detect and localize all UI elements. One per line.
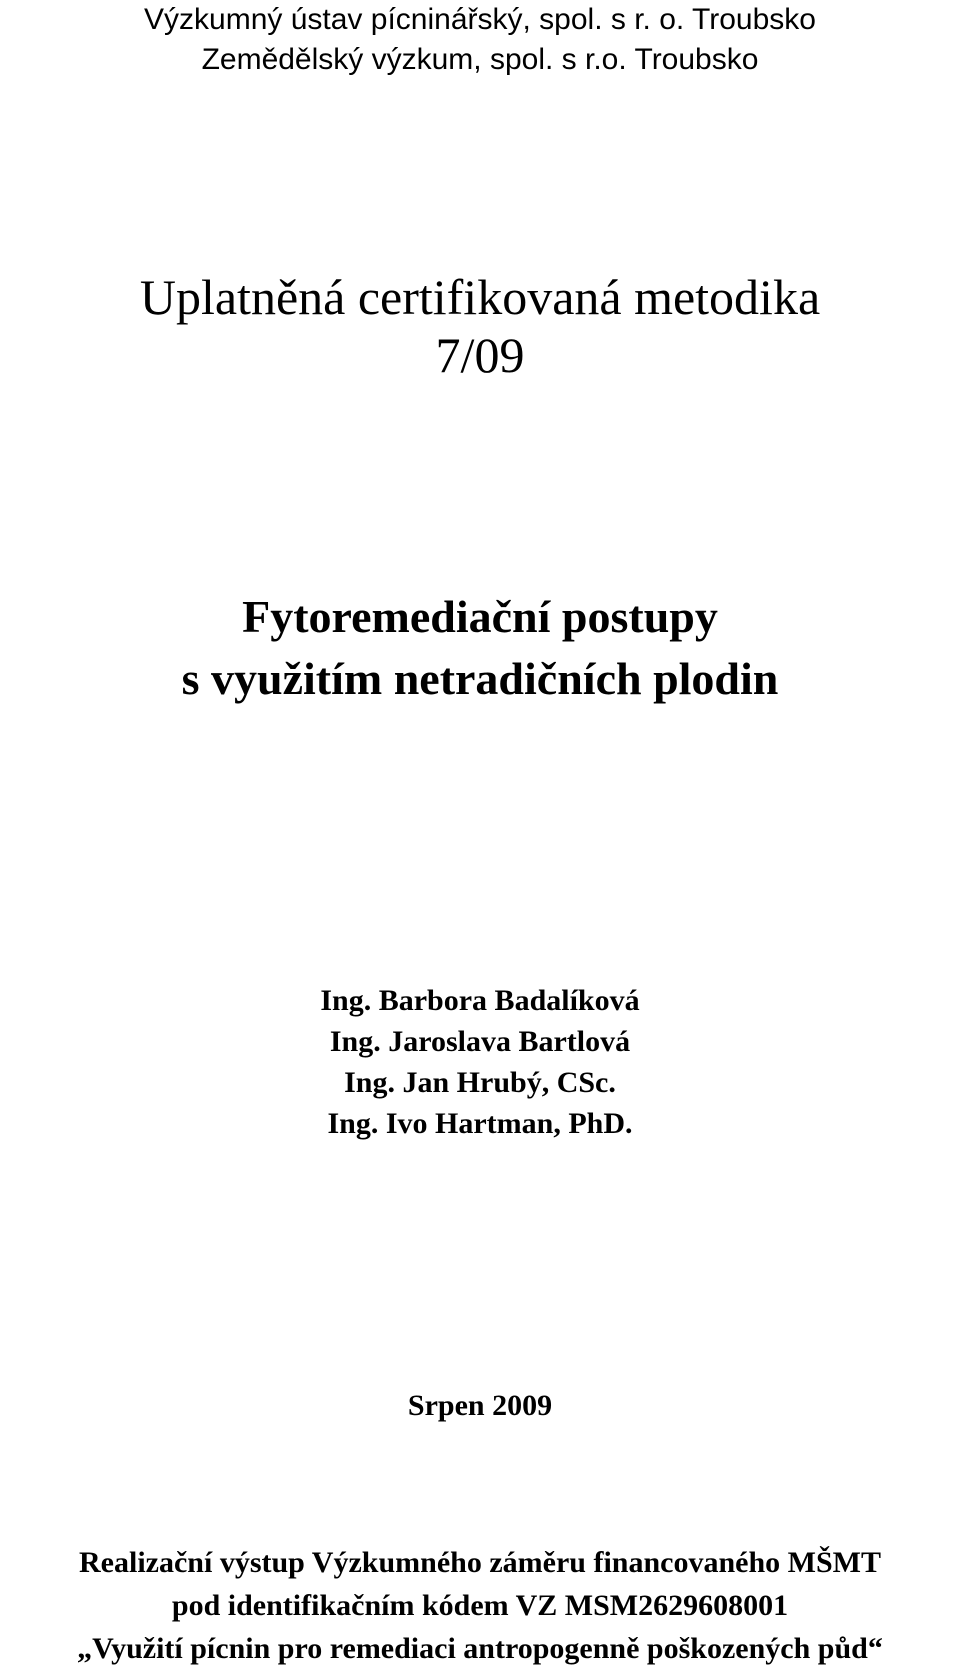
author-1: Ing. Barbora Badalíková (320, 984, 640, 1017)
methodology-number: 7/09 (435, 327, 525, 383)
institutions-header (0, 0, 960, 80)
funding-statement (0, 1541, 960, 1670)
author-4: Ing. Ivo Hartman, PhD. (327, 1107, 633, 1140)
author-2: Ing. Jaroslava Bartlová (329, 1025, 631, 1058)
institution-line-2: Zemědělský výzkum, spol. s r.o. Troubsko (201, 43, 759, 76)
date-text: Srpen 2009 (407, 1389, 553, 1422)
document-title-line-1: Fytoremediační postupy (242, 591, 718, 642)
document-title-line-2: s využitím netradičních plodin (181, 653, 779, 704)
author-3: Ing. Jan Hrubý, CSc. (344, 1066, 616, 1099)
author-list (0, 980, 960, 1144)
funding-line-2: pod identifikačním kódem VZ MSM2629608001 (171, 1589, 789, 1622)
funding-line-3: „Využití pícnin pro remediaci antropogenně poškozených půd“ (77, 1632, 883, 1665)
methodology-heading (0, 268, 960, 384)
institution-line-1: Výzkumný ústav pícninářský, spol. s r. o. Troubsko (144, 3, 816, 36)
funding-line-1: Realizační výstup Výzkumného záměru financovaného MŠMT (79, 1546, 881, 1579)
publication-date (0, 1386, 960, 1426)
document-title (0, 586, 960, 710)
methodology-title: Uplatněná certifikovaná metodika (139, 269, 821, 325)
